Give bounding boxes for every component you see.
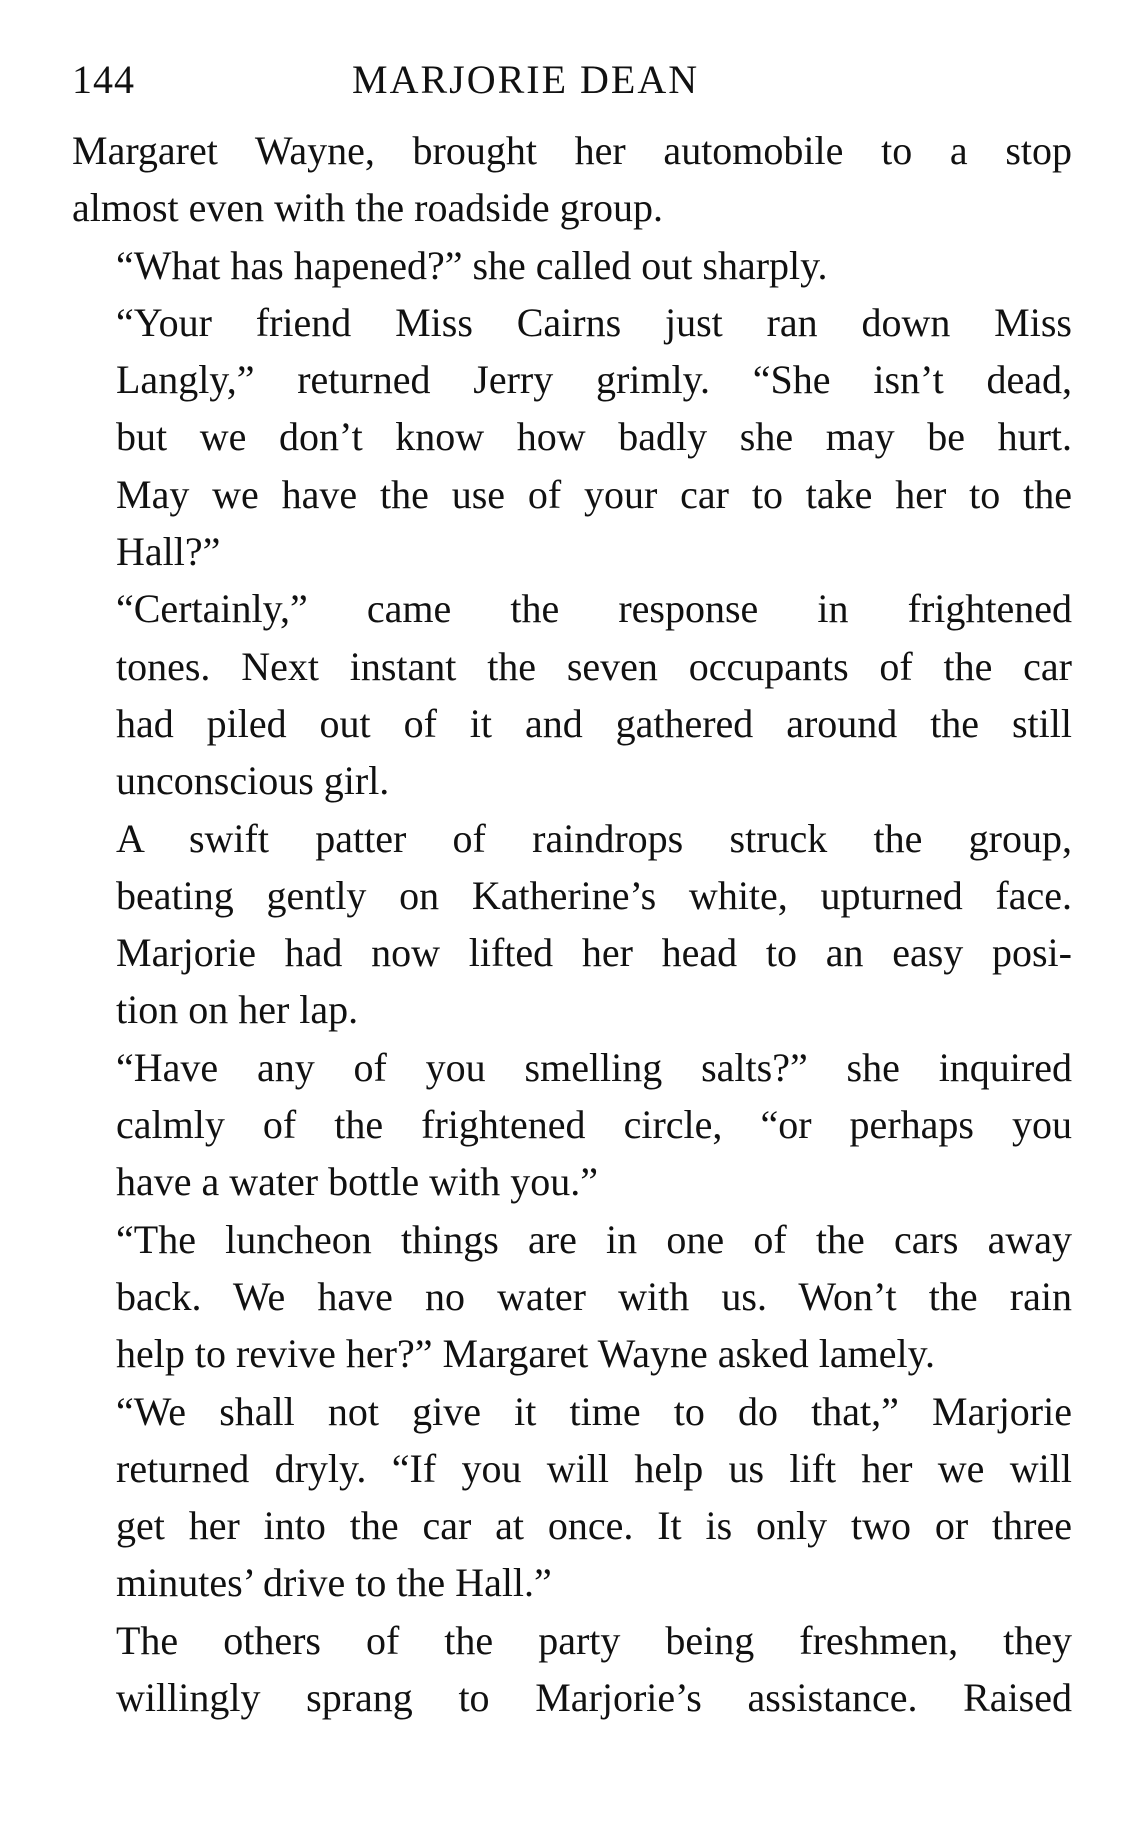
page-body bbox=[72, 122, 1072, 1726]
text-line: had piled out of it and gathered around the still bbox=[116, 700, 1072, 746]
paragraph bbox=[72, 1612, 1072, 1727]
text-line: A swift patter of raindrops struck the group, bbox=[116, 815, 1072, 861]
text-line: May we have the use of your car to take her to the bbox=[116, 471, 1072, 517]
text-line: “Your friend Miss Cairns just ran down Miss bbox=[116, 299, 1072, 345]
text-line: willingly sprang to Marjorie’s assistance. Raised bbox=[116, 1675, 1072, 1721]
text-line: beating gently on Katherine’s white, upturned face. bbox=[116, 872, 1072, 918]
paragraph bbox=[72, 122, 1072, 237]
text-line: Langly,” returned Jerry grimly. “She isn’t dead, bbox=[116, 357, 1072, 403]
text-line: “The luncheon things are in one of the cars away bbox=[116, 1216, 1072, 1262]
book-page bbox=[72, 50, 1072, 1726]
text-line: calmly of the frightened circle, “or perhaps you bbox=[116, 1102, 1072, 1148]
text-line: “Have any of you smelling salts?” she inquired bbox=[116, 1044, 1072, 1090]
text-line: get her into the car at once. It is only two or three bbox=[116, 1503, 1072, 1549]
text-line: almost even with the roadside group. bbox=[72, 185, 663, 231]
text-line: “What has hapened?” she called out sharply. bbox=[116, 242, 828, 288]
text-line: “Certainly,” came the response in frightened bbox=[116, 586, 1072, 632]
text-line: Margaret Wayne, brought her automobile to a stop bbox=[72, 128, 1072, 173]
text-line: tion on her lap. bbox=[116, 987, 359, 1033]
paragraph bbox=[72, 294, 1072, 580]
text-line: “We shall not give it time to do that,” Marjorie bbox=[116, 1388, 1072, 1434]
text-line: The others of the party being freshmen, they bbox=[116, 1617, 1072, 1663]
text-line: Hall?” bbox=[116, 529, 221, 575]
paragraph bbox=[72, 1383, 1072, 1612]
text-line: minutes’ drive to the Hall.” bbox=[116, 1560, 552, 1606]
paragraph bbox=[72, 237, 1072, 294]
paragraph bbox=[72, 1211, 1072, 1383]
text-line: help to revive her?” Margaret Wayne asked lamely. bbox=[116, 1331, 936, 1377]
page-header bbox=[72, 50, 1072, 110]
page-number: 144 bbox=[72, 57, 135, 102]
text-line: back. We have no water with us. Won’t the rain bbox=[116, 1273, 1072, 1319]
text-line: tones. Next instant the seven occupants of the car bbox=[116, 643, 1072, 689]
paragraph bbox=[72, 1039, 1072, 1211]
text-line: returned dryly. “If you will help us lift her we will bbox=[116, 1445, 1072, 1491]
running-head: MARJORIE DEAN bbox=[352, 57, 700, 102]
text-line: Marjorie had now lifted her head to an easy posi- bbox=[116, 930, 1072, 976]
paragraph bbox=[72, 810, 1072, 1039]
text-line: but we don’t know how badly she may be hurt. bbox=[116, 414, 1072, 460]
text-line: have a water bottle with you.” bbox=[116, 1159, 599, 1205]
text-line: unconscious girl. bbox=[116, 758, 390, 804]
paragraph bbox=[72, 580, 1072, 809]
